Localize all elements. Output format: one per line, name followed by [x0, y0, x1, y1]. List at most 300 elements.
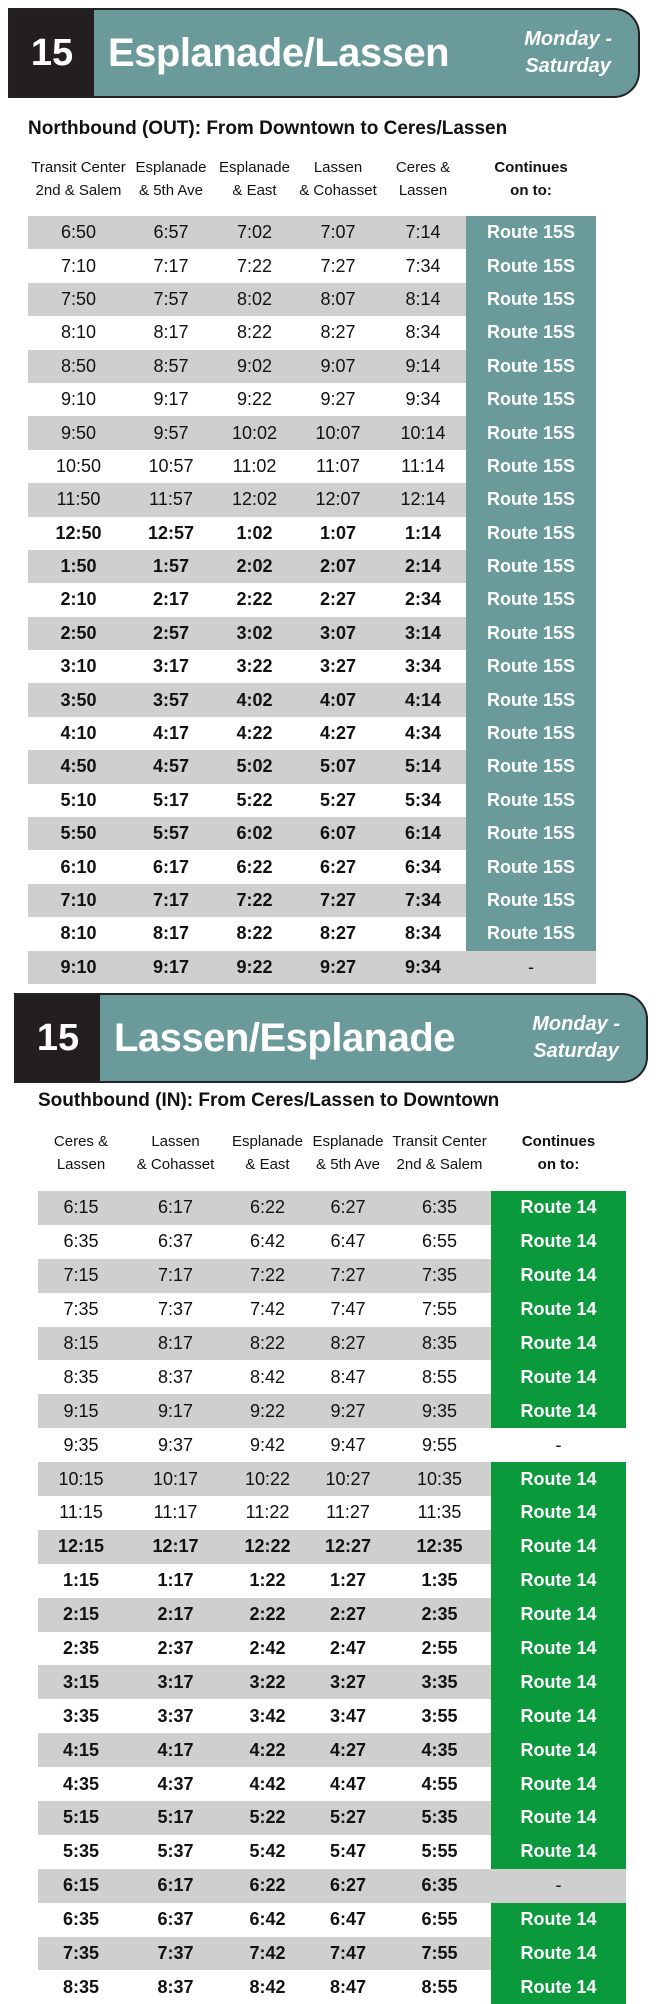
table-row	[28, 650, 596, 683]
table-row	[38, 1869, 626, 1903]
continues-route-cell: Route 14	[491, 1259, 626, 1293]
time-cell: 4:17	[157, 1739, 194, 1760]
time-cell: 8:35	[63, 1366, 99, 1387]
continues-route-cell: Route 15S	[466, 383, 596, 416]
continues-route-cell: Route 14	[491, 1293, 626, 1327]
table-row	[38, 1665, 626, 1699]
route-title: Esplanade/Lassen	[108, 30, 450, 75]
time-cell: 2:02	[236, 556, 273, 577]
continues-route-cell: Route 14	[491, 1327, 626, 1361]
time-cell: 10:22	[244, 1468, 291, 1489]
table-row	[28, 617, 596, 650]
time-cell: 9:55	[421, 1434, 458, 1455]
time-cell: 6:42	[249, 1909, 286, 1930]
time-cell: 7:27	[330, 1265, 366, 1286]
continues-route-cell: Route 14	[491, 1801, 626, 1835]
column-header-line: Transit Center	[31, 159, 126, 176]
time-cell: 6:22	[236, 856, 273, 877]
time-cell: 10:35	[416, 1468, 463, 1489]
time-cell: 4:47	[329, 1773, 367, 1794]
time-cell: 6:17	[157, 1875, 194, 1896]
time-cell: 9:17	[153, 389, 189, 410]
table-row	[38, 1598, 626, 1632]
time-cell: 10:27	[325, 1468, 371, 1489]
time-cell: 11:15	[59, 1502, 103, 1523]
column-header-line: & East	[232, 182, 277, 199]
time-cell: 8:34	[404, 923, 442, 944]
continues-route-cell: Route 14	[491, 1225, 626, 1259]
continues-route-cell: Route 14	[491, 1970, 626, 2004]
column-header-line: Continues	[494, 159, 568, 176]
time-cell: 11:35	[417, 1502, 462, 1523]
time-cell: 4:50	[60, 756, 97, 777]
time-cell: 7:34	[405, 255, 441, 276]
time-cell: 4:15	[62, 1739, 100, 1760]
continues-route-cell: Route 15S	[466, 617, 596, 650]
time-cell: 4:22	[249, 1739, 286, 1760]
time-cell: 1:02	[236, 522, 273, 543]
time-cell: 5:22	[249, 1807, 286, 1828]
time-cell: 9:47	[330, 1434, 366, 1455]
time-cell: 12:02	[231, 489, 278, 510]
time-cell: 7:02	[236, 222, 273, 243]
time-cell: 3:27	[329, 1671, 367, 1692]
continues-route-cell: Route 14	[491, 1462, 626, 1496]
service-days-line-1: Monday -	[524, 28, 612, 50]
column-header	[129, 156, 213, 202]
table-row	[28, 884, 596, 917]
time-cell: 7:35	[62, 1943, 100, 1964]
continues-route-cell: Route 14	[491, 1394, 626, 1428]
time-cell: 6:22	[249, 1197, 286, 1218]
southbound-subtitle: Southbound (IN): From Ceres/Lassen to Downtown	[38, 1090, 500, 1111]
time-cell: 10:57	[148, 455, 194, 476]
northbound-timetable	[28, 216, 596, 984]
time-cell: 4:10	[60, 723, 97, 744]
column-header	[124, 1130, 227, 1176]
time-cell: 8:27	[320, 322, 356, 343]
time-cell: 6:27	[319, 856, 357, 877]
table-row	[38, 1496, 626, 1530]
time-cell: 2:27	[319, 589, 357, 610]
time-cell: 3:50	[60, 689, 97, 710]
time-cell: 5:42	[249, 1841, 286, 1862]
column-header	[466, 156, 596, 202]
southbound-header	[14, 993, 648, 1083]
table-row	[38, 1801, 626, 1835]
time-cell: 2:55	[421, 1638, 458, 1659]
continues-route-cell: Route 15S	[466, 216, 596, 249]
table-row	[38, 1835, 626, 1869]
time-cell: 4:02	[236, 689, 273, 710]
time-cell: 7:42	[249, 1299, 286, 1320]
time-cell: 7:27	[319, 890, 357, 910]
time-cell: 6:34	[404, 856, 442, 877]
time-cell: 3:34	[404, 656, 442, 677]
time-cell: 4:14	[404, 689, 442, 710]
time-cell: 7:14	[405, 222, 441, 243]
column-header-line: Ceres &	[53, 1133, 109, 1150]
continues-route-cell: Route 14	[491, 1767, 626, 1801]
time-cell: 9:17	[157, 1400, 194, 1421]
time-cell: 7:47	[330, 1299, 366, 1320]
time-cell: 1:22	[249, 1570, 286, 1591]
time-cell: 1:15	[62, 1570, 100, 1591]
continues-route-cell: Route 15S	[466, 817, 596, 850]
column-header	[28, 156, 129, 202]
table-row	[38, 1462, 626, 1496]
time-cell: 10:02	[231, 422, 278, 443]
time-cell: 9:34	[404, 956, 442, 977]
time-cell: 7:22	[249, 1265, 286, 1286]
time-cell: 8:22	[249, 1333, 286, 1353]
time-cell: 6:55	[421, 1231, 458, 1252]
time-cell: 7:10	[60, 890, 97, 910]
time-cell: 2:37	[157, 1638, 194, 1659]
time-cell: 6:50	[60, 222, 97, 243]
time-cell: 9:27	[330, 1400, 366, 1421]
time-cell: 8:10	[60, 923, 97, 944]
time-cell: 3:15	[62, 1671, 100, 1692]
time-cell: 8:50	[60, 355, 97, 376]
time-cell: 3:07	[319, 622, 357, 643]
time-cell: 4:34	[404, 723, 442, 744]
time-cell: 12:15	[57, 1536, 105, 1557]
time-cell: 9:10	[60, 956, 97, 977]
column-header-line: & Cohasset	[299, 182, 377, 199]
service-days-line-1: Monday -	[532, 1013, 620, 1035]
time-cell: 2:42	[249, 1638, 286, 1659]
time-cell: 3:55	[421, 1705, 458, 1726]
time-cell: 7:35	[421, 1265, 458, 1286]
service-days	[532, 995, 620, 1081]
time-cell: 9:42	[249, 1434, 286, 1455]
time-cell: 6:17	[157, 1197, 194, 1218]
time-cell: 8:07	[320, 288, 356, 309]
time-cell: 6:27	[329, 1875, 367, 1896]
time-cell: 12:22	[244, 1536, 291, 1557]
table-row	[28, 249, 596, 282]
table-row	[28, 717, 596, 750]
column-header-line: Esplanade	[135, 159, 207, 176]
time-cell: 11:07	[316, 455, 360, 476]
time-cell: 6:37	[157, 1231, 194, 1252]
time-cell: 8:47	[330, 1366, 366, 1387]
southbound-timetable	[38, 1191, 626, 2004]
northbound-subtitle: Northbound (OUT): From Downtown to Ceres/Lassen	[28, 118, 508, 139]
table-row	[38, 1903, 626, 1937]
time-cell: 4:35	[62, 1773, 100, 1794]
time-cell: 5:35	[62, 1841, 100, 1862]
time-cell: 8:57	[153, 355, 189, 376]
time-cell: 10:50	[55, 455, 102, 476]
time-cell: 6:42	[249, 1231, 286, 1252]
time-cell: 5:27	[329, 1807, 367, 1828]
time-cell: 7:34	[404, 890, 442, 910]
column-header-line: & Cohasset	[136, 1156, 215, 1173]
time-cell: 3:42	[249, 1705, 286, 1726]
continues-route-cell: Route 15S	[466, 316, 596, 349]
table-row	[38, 1699, 626, 1733]
time-cell: 8:47	[329, 1976, 367, 1997]
time-cell: 8:14	[405, 288, 441, 309]
column-header	[213, 156, 296, 202]
time-cell: 2:07	[319, 556, 357, 577]
continues-route-cell: Route 14	[491, 1665, 626, 1699]
time-cell: 9:02	[236, 355, 273, 376]
northbound-header	[8, 8, 640, 98]
table-row	[38, 1733, 626, 1767]
time-cell: 3:14	[404, 622, 442, 643]
time-cell: 1:50	[60, 556, 97, 577]
time-cell: 4:55	[421, 1773, 458, 1794]
continues-route-cell: Route 15S	[466, 717, 596, 750]
time-cell: 3:22	[249, 1671, 286, 1692]
time-cell: 5:15	[62, 1807, 100, 1828]
table-row	[28, 483, 596, 516]
continues-route-cell: -	[491, 1869, 626, 1903]
column-header-line: Esplanade	[232, 1133, 303, 1150]
time-cell: 8:10	[60, 322, 97, 343]
time-cell: 9:50	[60, 422, 97, 443]
continues-route-cell: -	[466, 951, 596, 984]
table-row	[28, 683, 596, 716]
table-row	[28, 750, 596, 783]
time-cell: 9:27	[320, 389, 356, 410]
time-cell: 2:34	[404, 589, 442, 610]
time-cell: 9:15	[63, 1400, 99, 1421]
continues-route-cell: Route 15S	[466, 450, 596, 483]
time-cell: 11:27	[326, 1502, 370, 1523]
time-cell: 8:02	[236, 288, 273, 309]
time-cell: 5:35	[421, 1807, 458, 1828]
time-cell: 6:15	[62, 1875, 100, 1896]
time-cell: 4:17	[152, 723, 190, 744]
time-cell: 10:17	[152, 1468, 199, 1489]
time-cell: 6:35	[421, 1197, 458, 1218]
time-cell: 5:27	[319, 789, 357, 810]
column-header-line: & 5th Ave	[139, 182, 203, 199]
table-row	[28, 917, 596, 950]
time-cell: 7:37	[157, 1299, 194, 1320]
column-header	[296, 156, 380, 202]
table-row	[38, 1937, 626, 1971]
table-row	[38, 1293, 626, 1327]
time-cell: 2:27	[329, 1604, 367, 1625]
time-cell: 7:17	[152, 890, 190, 910]
time-cell: 2:35	[62, 1638, 100, 1659]
time-cell: 12:35	[416, 1536, 463, 1557]
time-cell: 12:27	[324, 1536, 372, 1557]
time-cell: 9:22	[236, 389, 273, 410]
time-cell: 7:42	[249, 1943, 286, 1964]
time-cell: 6:35	[62, 1909, 100, 1930]
column-header-line: Esplanade	[219, 159, 290, 176]
time-cell: 4:22	[236, 723, 273, 744]
time-cell: 5:50	[60, 823, 97, 844]
time-cell: 11:57	[149, 489, 193, 510]
time-cell: 4:27	[329, 1739, 367, 1760]
continues-route-cell: Route 14	[491, 1835, 626, 1869]
southbound-column-headers	[38, 1130, 626, 1176]
time-cell: 9:22	[236, 956, 273, 977]
time-cell: 8:55	[421, 1366, 458, 1387]
time-cell: 6:07	[319, 823, 357, 844]
time-cell: 7:55	[421, 1943, 458, 1964]
time-cell: 5:55	[421, 1841, 458, 1862]
time-cell: 11:17	[153, 1502, 198, 1523]
time-cell: 5:34	[404, 789, 442, 810]
time-cell: 2:10	[60, 589, 97, 610]
table-row	[28, 283, 596, 316]
column-header-line: & 5th Ave	[316, 1156, 380, 1173]
table-row	[38, 1191, 626, 1225]
time-cell: 4:57	[152, 756, 190, 777]
time-cell: 12:57	[147, 522, 195, 543]
time-cell: 7:07	[320, 222, 356, 243]
time-cell: 7:57	[153, 288, 189, 309]
time-cell: 2:22	[236, 589, 273, 610]
column-header	[491, 1130, 626, 1176]
time-cell: 5:37	[157, 1841, 194, 1862]
time-cell: 2:22	[249, 1604, 286, 1625]
column-header-line: Transit Center	[392, 1133, 487, 1150]
time-cell: 12:50	[55, 522, 102, 543]
time-cell: 10:07	[315, 422, 361, 443]
table-row	[28, 550, 596, 583]
time-cell: 8:37	[157, 1366, 194, 1387]
time-cell: 4:07	[319, 689, 357, 710]
time-cell: 8:15	[63, 1333, 99, 1353]
table-row	[38, 1767, 626, 1801]
time-cell: 10:14	[400, 422, 446, 443]
time-cell: 2:35	[421, 1604, 458, 1625]
time-cell: 9:37	[157, 1434, 194, 1455]
column-header	[38, 1130, 124, 1176]
time-cell: 6:14	[404, 823, 442, 844]
continues-route-cell: Route 15S	[466, 350, 596, 383]
continues-route-cell: Route 15S	[466, 483, 596, 516]
time-cell: 7:17	[157, 1265, 194, 1286]
time-cell: 6:15	[63, 1197, 99, 1218]
column-header-line: Esplanade	[312, 1133, 384, 1150]
table-row	[38, 1360, 626, 1394]
continues-route-cell: Route 14	[491, 1598, 626, 1632]
continues-route-cell: Route 15S	[466, 583, 596, 616]
time-cell: 7:15	[63, 1265, 99, 1286]
continues-route-cell: Route 14	[491, 1564, 626, 1598]
continues-route-cell: Route 15S	[466, 683, 596, 716]
continues-route-cell: Route 15S	[466, 517, 596, 550]
time-cell: 11:50	[56, 489, 101, 510]
time-cell: 6:35	[421, 1875, 458, 1896]
time-cell: 8:34	[405, 322, 441, 343]
time-cell: 9:35	[63, 1434, 99, 1455]
time-cell: 9:57	[153, 422, 189, 443]
continues-route-cell: Route 14	[491, 1191, 626, 1225]
time-cell: 5:17	[152, 789, 190, 810]
time-cell: 9:22	[249, 1400, 286, 1421]
time-cell: 9:14	[405, 355, 441, 376]
table-row	[38, 1327, 626, 1361]
table-row	[38, 1259, 626, 1293]
time-cell: 8:22	[236, 923, 273, 944]
time-cell: 8:42	[249, 1976, 286, 1997]
route-number-badge: 15	[10, 10, 94, 96]
time-cell: 3:35	[421, 1671, 458, 1692]
time-cell: 9:07	[320, 355, 356, 376]
continues-route-cell: Route 14	[491, 1937, 626, 1971]
route-number-badge: 15	[16, 995, 100, 1081]
time-cell: 11:14	[401, 455, 445, 476]
continues-route-cell: Route 14	[491, 1699, 626, 1733]
time-cell: 1:07	[319, 522, 357, 543]
time-cell: 2:50	[60, 622, 97, 643]
column-header-line: on to:	[537, 1156, 580, 1173]
continues-route-cell: Route 14	[491, 1733, 626, 1767]
table-row	[28, 784, 596, 817]
time-cell: 2:57	[152, 622, 190, 643]
table-row	[28, 583, 596, 616]
column-header	[308, 1130, 388, 1176]
time-cell: 12:14	[400, 489, 446, 510]
table-row	[28, 450, 596, 483]
time-cell: 9:27	[319, 956, 357, 977]
time-cell: 4:42	[249, 1773, 286, 1794]
time-cell: 5:22	[236, 789, 273, 810]
table-row	[38, 1564, 626, 1598]
time-cell: 7:22	[236, 255, 273, 276]
continues-route-cell: Route 15S	[466, 650, 596, 683]
time-cell: 7:35	[63, 1299, 99, 1320]
table-row	[28, 951, 596, 984]
time-cell: 4:37	[157, 1773, 194, 1794]
table-row	[28, 850, 596, 883]
continues-route-cell: Route 15S	[466, 850, 596, 883]
service-days-line-2: Saturday	[533, 1040, 619, 1062]
table-row	[28, 350, 596, 383]
time-cell: 8:17	[152, 923, 190, 944]
time-cell: 3:10	[60, 656, 97, 677]
table-row	[28, 517, 596, 550]
time-cell: 8:27	[330, 1333, 366, 1353]
time-cell: 6:37	[157, 1909, 194, 1930]
time-cell: 5:17	[157, 1807, 194, 1828]
time-cell: 8:27	[319, 923, 357, 944]
table-row	[38, 1394, 626, 1428]
continues-route-cell: Route 15S	[466, 784, 596, 817]
table-row	[28, 817, 596, 850]
time-cell: 9:34	[405, 389, 441, 410]
column-header-line: Lassen	[398, 182, 448, 199]
time-cell: 1:14	[404, 522, 442, 543]
continues-route-cell: Route 14	[491, 1632, 626, 1666]
column-header-line: 2nd & Salem	[396, 1156, 483, 1173]
time-cell: 11:02	[232, 455, 277, 476]
time-cell: 7:17	[153, 255, 189, 276]
time-cell: 9:35	[421, 1400, 458, 1421]
time-cell: 8:42	[249, 1366, 286, 1387]
time-cell: 3:22	[236, 656, 273, 677]
time-cell: 11:22	[245, 1502, 290, 1523]
northbound-column-headers	[28, 156, 596, 202]
time-cell: 1:17	[157, 1570, 194, 1591]
continues-route-cell: Route 14	[491, 1530, 626, 1564]
table-row	[38, 1225, 626, 1259]
column-header-line: Continues	[521, 1133, 596, 1150]
table-row	[28, 216, 596, 249]
time-cell: 8:17	[153, 322, 189, 343]
